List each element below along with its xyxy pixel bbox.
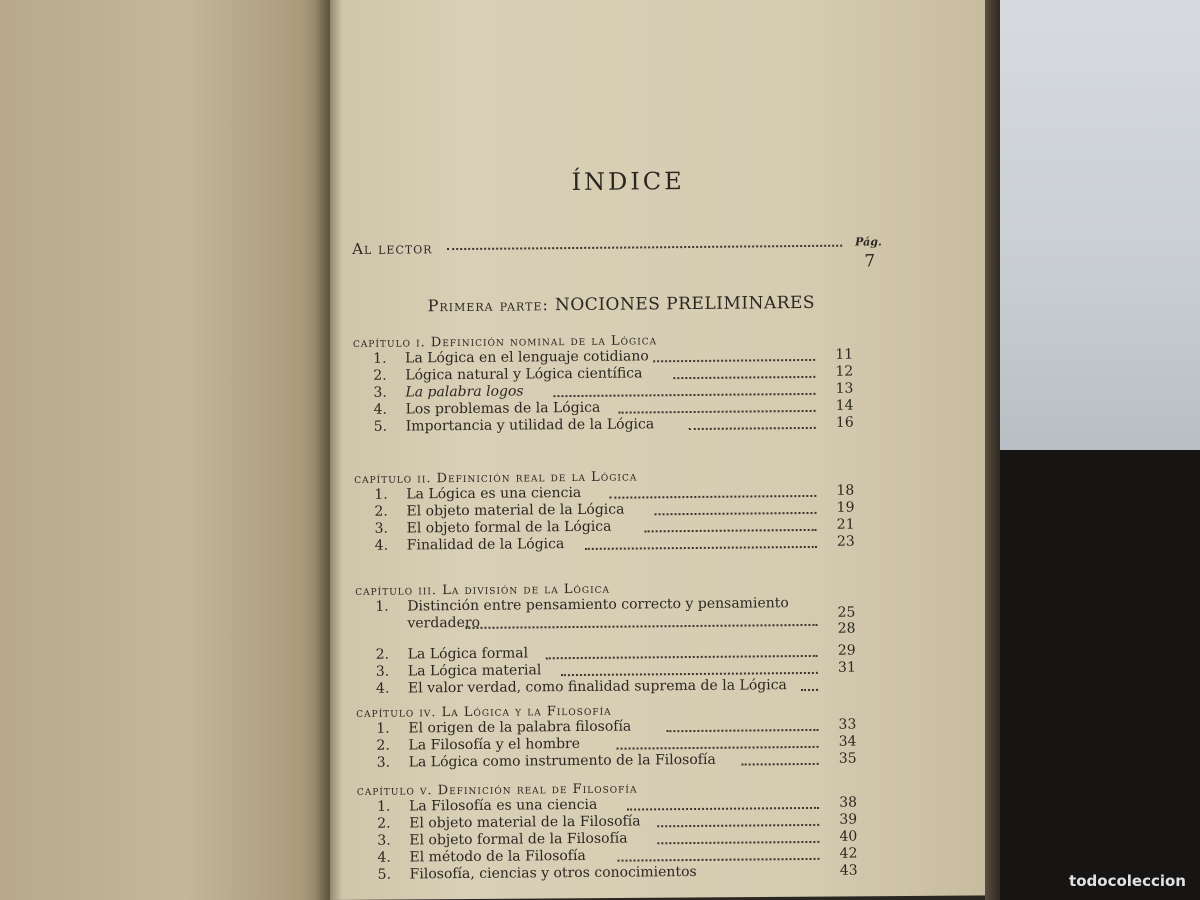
entry-text: Filosofía, ciencias y otros conocimientos bbox=[409, 863, 697, 883]
chapter-title: capítulo iv. La Lógica y la Filosofía bbox=[356, 703, 612, 721]
chapter-3 bbox=[355, 580, 856, 698]
background-wall bbox=[1000, 0, 1200, 450]
entry-number: 2. bbox=[374, 503, 388, 520]
entry-page: 21 bbox=[836, 516, 855, 533]
chapter-title: capítulo ii. Definición real de la Lógica bbox=[354, 469, 638, 487]
dot-leader bbox=[561, 672, 818, 676]
chapter-1 bbox=[353, 332, 854, 436]
dot-leader bbox=[801, 689, 818, 691]
dot-leader bbox=[673, 376, 815, 379]
dot-leader bbox=[627, 807, 819, 811]
entry-text: La palabra logos bbox=[405, 383, 524, 401]
part-heading bbox=[428, 293, 816, 316]
entry-text: El objeto material de la Filosofía bbox=[409, 813, 641, 832]
entry-text: El valor verdad, como finalidad suprema de la Lógica bbox=[407, 677, 787, 697]
entry-text: El método de la Filosofía bbox=[409, 847, 586, 866]
entry-page: 13 bbox=[835, 380, 854, 397]
entry-number: 4. bbox=[373, 401, 388, 418]
entry-text: La Lógica material bbox=[407, 662, 542, 680]
book-gutter bbox=[316, 0, 342, 900]
entry-page: 29 bbox=[837, 642, 856, 659]
entry-page: 35 bbox=[838, 750, 857, 767]
part-prefix: Primera parte: bbox=[427, 295, 549, 316]
entry-number: 4. bbox=[374, 537, 389, 554]
chapter-title: capítulo i. Definición nominal de la Lógica bbox=[352, 333, 658, 351]
toc-entry bbox=[356, 677, 856, 698]
entry-text: La Filosofía y el hombre bbox=[408, 735, 581, 754]
dot-leader bbox=[657, 841, 819, 844]
entry-text: La Lógica en el lenguaje cotidiano bbox=[405, 348, 649, 367]
entry-number: 1. bbox=[374, 486, 388, 503]
entry-page: 11 bbox=[835, 346, 854, 363]
dot-leader bbox=[666, 729, 818, 732]
entry-number: 3. bbox=[374, 520, 389, 537]
dot-leader bbox=[619, 410, 816, 414]
index-page bbox=[345, 0, 993, 900]
entry-text: Importancia y utilidad de la Lógica bbox=[405, 416, 655, 435]
entry-text: Finalidad de la Lógica bbox=[406, 536, 565, 554]
entry-page: 25 bbox=[837, 604, 856, 621]
dot-leader bbox=[654, 512, 816, 515]
entry-number: 4. bbox=[377, 849, 391, 866]
preliminary-page: 7 bbox=[864, 251, 877, 272]
entry-text: La Lógica como instrumento de la Filosofía bbox=[408, 751, 716, 771]
entry-number: 2. bbox=[376, 737, 390, 754]
entry-number: 2. bbox=[377, 815, 391, 832]
entry-number: 1. bbox=[376, 798, 391, 815]
toc-entry bbox=[355, 595, 855, 633]
entry-number: 3. bbox=[377, 832, 391, 849]
toc-entry bbox=[355, 534, 855, 555]
entry-page: 40 bbox=[839, 828, 858, 845]
dot-leader bbox=[653, 359, 815, 362]
entry-text: La Filosofía es una ciencia bbox=[408, 796, 598, 815]
index-title: ÍNDICE bbox=[571, 167, 685, 197]
entry-page: 28 bbox=[837, 620, 856, 637]
dot-leader bbox=[657, 824, 819, 827]
dot-leader bbox=[618, 858, 820, 862]
entry-number: 4. bbox=[375, 680, 390, 697]
entry-text: Distinción entre pensamiento correcto y pensamiento verdadero bbox=[407, 595, 789, 632]
entry-text: Lógica natural y Lógica científica bbox=[405, 365, 643, 384]
dot-leader bbox=[689, 427, 816, 430]
entry-page: 14 bbox=[835, 397, 854, 414]
toc-entry bbox=[358, 863, 858, 884]
entry-number: 1. bbox=[373, 350, 387, 367]
chapter-4 bbox=[356, 702, 857, 772]
dot-leader bbox=[645, 529, 817, 533]
entry-page: 42 bbox=[839, 845, 858, 862]
preliminary-label: Al lector bbox=[352, 239, 433, 258]
entry-page: 43 bbox=[839, 862, 858, 879]
entry-page: 19 bbox=[836, 499, 855, 516]
entry-text: El origen de la palabra filosofía bbox=[408, 718, 632, 737]
entry-number: 3. bbox=[373, 384, 387, 401]
entry-number: 1. bbox=[376, 720, 390, 737]
dot-leader bbox=[447, 245, 842, 250]
entry-text: Los problemas de la Lógica bbox=[405, 399, 601, 418]
entry-number: 5. bbox=[377, 866, 392, 883]
left-page bbox=[0, 0, 330, 900]
dot-leader bbox=[546, 655, 818, 659]
chapter-title: capítulo iii. La división de la Lógica bbox=[355, 581, 611, 599]
dot-leader bbox=[553, 393, 815, 397]
entry-page: 38 bbox=[839, 794, 858, 811]
entry-number: 1. bbox=[375, 598, 389, 615]
background-shadow bbox=[1000, 450, 1200, 900]
entry-page: 34 bbox=[838, 733, 857, 750]
entry-number: 2. bbox=[375, 646, 390, 663]
toc-entry bbox=[354, 415, 854, 436]
dot-leader bbox=[585, 546, 817, 550]
entry-page: 39 bbox=[839, 811, 858, 828]
chapter-title: capítulo v. Definición real de Filosofía bbox=[356, 781, 638, 799]
entry-page: 31 bbox=[837, 659, 856, 676]
entry-number: 5. bbox=[373, 418, 388, 435]
entry-page: 23 bbox=[836, 533, 855, 550]
watermark-logo: todocoleccion bbox=[1069, 872, 1186, 890]
dot-leader bbox=[617, 746, 819, 750]
entry-number: 3. bbox=[375, 663, 390, 680]
entry-text: El objeto formal de la Lógica bbox=[406, 518, 612, 537]
part-name: NOCIONES PRELIMINARES bbox=[554, 292, 816, 316]
entry-text: El objeto formal de la Filosofía bbox=[409, 830, 628, 849]
dot-leader bbox=[609, 495, 816, 499]
chapter-5 bbox=[357, 780, 858, 884]
toc-entry bbox=[357, 751, 857, 772]
entry-page: 33 bbox=[838, 716, 857, 733]
entry-number: 3. bbox=[376, 754, 391, 771]
entry-number: 2. bbox=[373, 367, 387, 384]
entry-page: 16 bbox=[835, 414, 854, 431]
page-column-label: Pág. bbox=[855, 235, 882, 249]
entry-text: La Lógica es una ciencia bbox=[406, 484, 582, 503]
entry-page: 12 bbox=[835, 363, 854, 380]
dot-leader bbox=[742, 763, 819, 766]
entry-text: La Lógica formal bbox=[407, 645, 529, 663]
entry-page: 18 bbox=[836, 482, 855, 499]
chapter-2 bbox=[354, 468, 855, 555]
entry-text: El objeto material de la Lógica bbox=[406, 501, 625, 520]
